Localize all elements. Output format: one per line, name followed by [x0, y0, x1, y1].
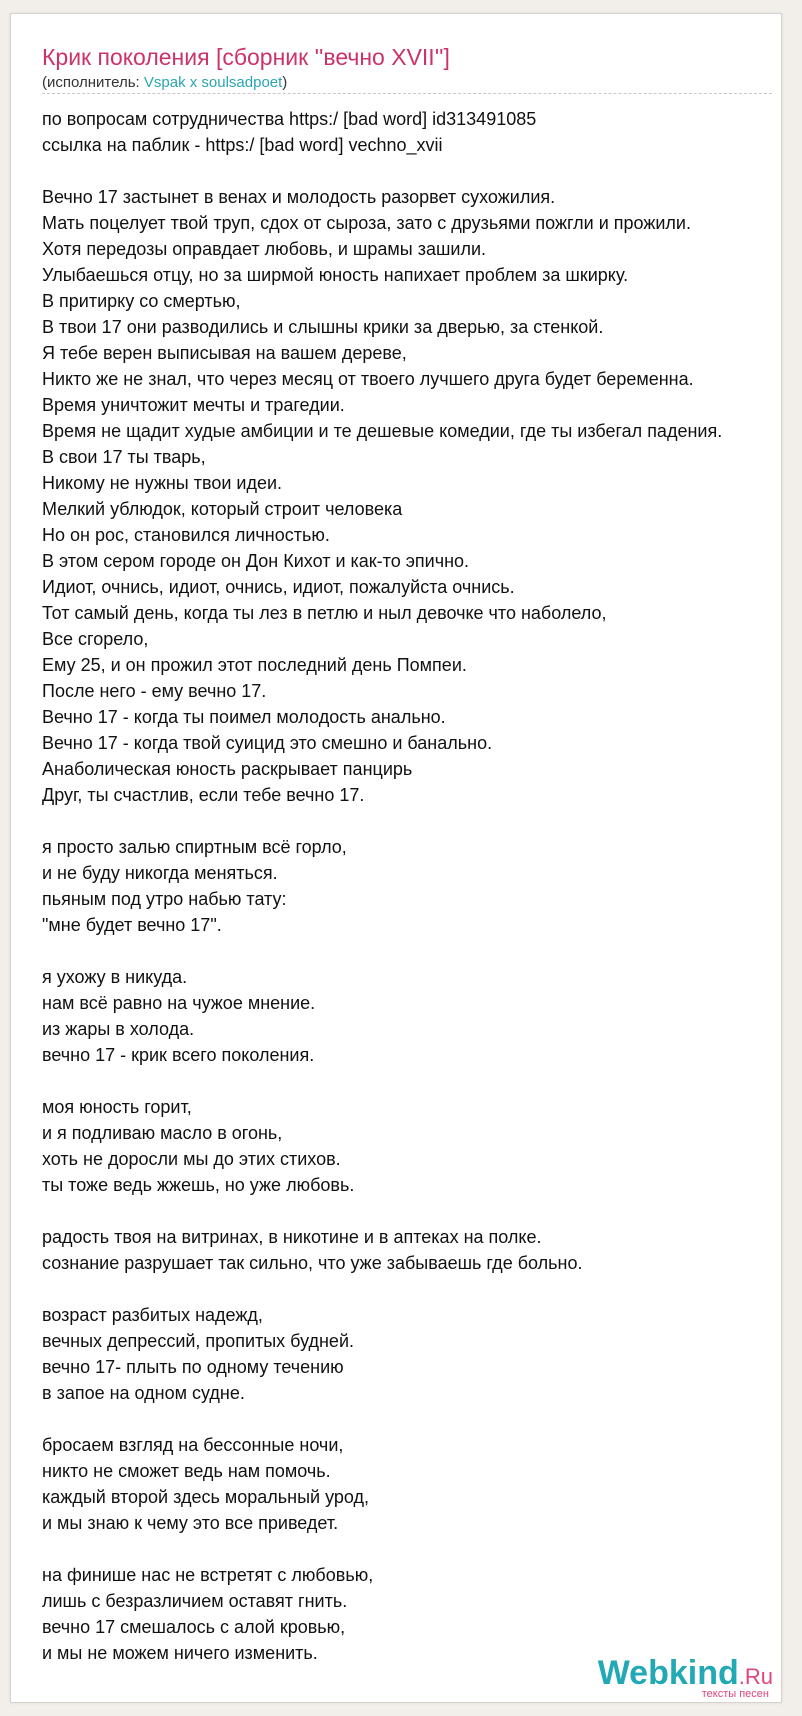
- lyric-line: никто не сможет ведь нам помочь.: [42, 1461, 331, 1481]
- artist-prefix: (исполнитель:: [42, 74, 144, 91]
- lyric-line: и мы не можем ничего изменить.: [42, 1643, 318, 1663]
- artist-suffix: ): [282, 74, 288, 91]
- lyric-line: Все сгорело,: [42, 629, 149, 649]
- content-card: [10, 13, 782, 1703]
- lyric-line: возраст разбитых надежд,: [42, 1305, 263, 1325]
- lyric-line: Улыбаешься отцу, но за ширмой юность напихает проблем за шкирку.: [42, 265, 629, 285]
- song-title: Крик поколения [сборник ''вечно XVII'']: [42, 44, 450, 70]
- lyric-line: В свои 17 ты тварь,: [42, 447, 206, 467]
- lyric-line: ссылка на паблик - https:/ [bad word] vechno_xvii: [42, 135, 443, 155]
- lyric-line: вечно 17 смешалось с алой кровью,: [42, 1617, 346, 1637]
- lyric-line: В притирку со смертью,: [42, 291, 241, 311]
- lyric-line: Мать поцелует твой труп, сдох от сыроза, зато с друзьями пожгли и прожили.: [42, 213, 691, 233]
- lyric-line: Идиот, очнись, идиот, очнись, идиот, пожалуйста очнись.: [42, 577, 515, 597]
- lyric-line: Мелкий ублюдок, который строит человека: [42, 499, 403, 519]
- lyric-line: Никому не нужны твои идеи.: [42, 473, 283, 493]
- title-divider: [42, 93, 772, 94]
- stanza-break: [42, 1406, 782, 1432]
- lyric-line: ты тоже ведь жжешь, но уже любовь.: [42, 1175, 355, 1195]
- lyric-line: Анаболическая юность раскрывает панцирь: [42, 759, 413, 779]
- lyric-line: В этом сером городе он Дон Кихот и как-то эпично.: [42, 551, 470, 571]
- lyrics-text: [42, 106, 782, 1666]
- lyric-line: вечно 17- плыть по одному течению: [42, 1357, 344, 1377]
- lyric-line: Друг, ты счастлив, если тебе вечно 17.: [42, 785, 365, 805]
- lyric-line: Время уничтожит мечты и трагедии.: [42, 395, 345, 415]
- artist-link[interactable]: Vspak x soulsadpoet: [143, 74, 283, 91]
- lyric-line: радость твоя на витринах, в никотине и в аптеках на полке.: [42, 1227, 542, 1247]
- lyric-line: я ухожу в никуда.: [42, 967, 188, 987]
- lyric-line: вечно 17 - крик всего поколения.: [42, 1045, 315, 1065]
- lyric-line: бросаем взгляд на бессонные ночи,: [42, 1435, 344, 1455]
- lyric-line: на финише нас не встретят с любовью,: [42, 1565, 374, 1585]
- lyric-line: Вечно 17 - когда твой суицид это смешно и банально.: [42, 733, 493, 753]
- stanza-break: [42, 1198, 782, 1224]
- lyric-line: После него - ему вечно 17.: [42, 681, 267, 701]
- lyric-line: пьяным под утро набью тату:: [42, 889, 287, 909]
- logo-wordmark: [598, 1656, 773, 1690]
- site-logo[interactable]: [597, 1654, 773, 1700]
- lyric-line: сознание разрушает так сильно, что уже забываешь где больно.: [42, 1253, 583, 1273]
- lyric-line: и не буду никогда меняться.: [42, 863, 278, 883]
- lyric-line: В твои 17 они разводились и слышны крики за дверью, за стенкой.: [42, 317, 604, 337]
- lyric-line: и мы знаю к чему это все приведет.: [42, 1513, 339, 1533]
- lyric-line: по вопросам сотрудничества https:/ [bad word] id313491085: [42, 109, 537, 129]
- lyric-line: Тот самый день, когда ты лез в петлю и ныл девочке что наболело,: [42, 603, 607, 623]
- stanza-break: [42, 1276, 782, 1302]
- stanza-break: [42, 938, 782, 964]
- stanza-break: [42, 158, 782, 184]
- logo-main-text: Webkind: [597, 1654, 739, 1692]
- lyric-line: "мне будет вечно 17".: [42, 915, 222, 935]
- lyric-line: хоть не доросли мы до этих стихов.: [42, 1149, 341, 1169]
- lyric-line: Но он рос, становился личностью.: [42, 525, 330, 545]
- stanza-break: [42, 808, 782, 834]
- stanza-break: [42, 1536, 782, 1562]
- lyric-line: Ему 25, и он прожил этот последний день Помпеи.: [42, 655, 467, 675]
- logo-suffix: .Ru: [738, 1664, 773, 1689]
- lyric-line: лишь с безразличием оставят гнить.: [42, 1591, 348, 1611]
- lyric-line: Хотя передозы оправдает любовь, и шрамы зашили.: [42, 239, 487, 259]
- lyric-line: из жары в холода.: [42, 1019, 195, 1039]
- lyric-line: Вечно 17 застынет в венах и молодость разорвет сухожилия.: [42, 187, 556, 207]
- lyric-line: в запое на одном судне.: [42, 1383, 245, 1403]
- lyric-line: и я подливаю масло в огонь,: [42, 1123, 283, 1143]
- stanza-break: [42, 1068, 782, 1094]
- lyric-line: моя юность горит,: [42, 1097, 192, 1117]
- lyric-line: Время не щадит худые амбиции и те дешевые комедии, где ты избегал падения.: [42, 421, 723, 441]
- lyric-line: Я тебе верен выписывая на вашем дереве,: [42, 343, 407, 363]
- lyric-line: каждый второй здесь моральный урод,: [42, 1487, 370, 1507]
- lyric-line: нам всё равно на чужое мнение.: [42, 993, 316, 1013]
- lyric-line: вечных депрессий, пропитых будней.: [42, 1331, 355, 1351]
- lyric-line: я просто залью спиртным всё горло,: [42, 837, 347, 857]
- artist-line: [42, 74, 287, 91]
- lyric-line: Никто же не знал, что через месяц от твоего лучшего друга будет беременна.: [42, 369, 694, 389]
- logo-tagline: тексты песен: [701, 1688, 769, 1700]
- lyric-line: Вечно 17 - когда ты поимел молодость анально.: [42, 707, 446, 727]
